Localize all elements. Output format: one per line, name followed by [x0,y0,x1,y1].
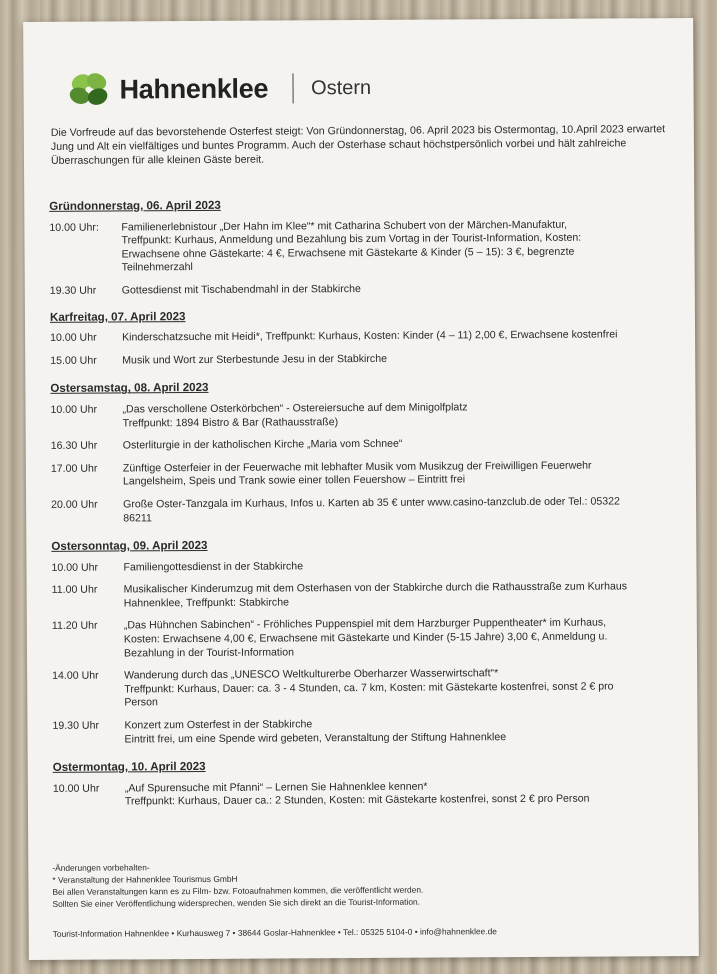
event-time: 16.30 Uhr [50,439,98,453]
event-row [52,716,675,747]
event-row [51,436,674,453]
event-description: Konzert zum Osterfest in der Stabkirche Eintritt frei, um eine Spende wird gebeten, Veranstaltung der Stiftung Hahnenklee [124,718,507,746]
event-description: Osterliturgie in der katholischen Kirche „Maria vom Schnee“ [122,437,403,452]
green-clover-icon [67,72,111,108]
footnote-line: Sollten Sie einer Veröffentlichung widersprechen, wenden Sie sich direkt an die Tourist-Information. [52,896,421,909]
footnote-line: -Änderungen vorbehalten- [52,862,150,873]
event-time: 10.00 Uhr [51,561,99,574]
event-row [50,281,673,298]
footnote-line: Bei allen Veranstaltungen kann es zu Film- bzw. Fotoaufnahmen kommen, die veröffentlicht werden. [52,884,424,897]
event-description: „Auf Spurensuche mit Pfanni“ – Lernen Sie Hahnenklee kennen* Treffpunkt: Kurhaus, Dauer ca.: 2 Stunden, Kosten: mit Gästekarte kostenfrei, sonst 2 € pro Person [124,780,590,808]
event-time: 10.00 Uhr [52,782,100,795]
day-section [50,307,673,369]
day-section [53,757,676,810]
event-description: Musikalischer Kinderumzug mit dem Osterhasen von der Stabkirche durch die Rathausstraße zum Kurhaus Hahnenklee, Treffpunkt: Stabkirche [123,580,628,610]
event-time: 14.00 Uhr [52,669,99,683]
event-row [50,328,673,345]
event-row [52,617,675,662]
event-time: 19.30 Uhr [52,719,100,732]
day-section [49,196,673,298]
event-description: Familiengottesdienst in der Stabkirche [123,560,304,574]
event-description: Familienerlebnistour „Der Hahn im Klee“* mit Catharina Schubert von der Märchen-Manufaktur, Treffpunkt: Kurhaus, Anmeldung und Bezahlung bis zum Vortag in der Tourist-Information, Kosten: Erwachsene ohne Gästekarte: 4 €, Erwachsene mit Gästekarte & Kinder (5 – 15): 3 €, begrenzte Teilnehmerzahl [121,218,582,274]
flyer-paper [23,18,699,960]
footnote-line: * Veranstaltung der Hahnenklee Tourismus GmbH [52,873,238,885]
header [67,70,371,108]
day-heading: Ostermontag, 10. April 2023 [52,760,206,775]
event-row [52,580,675,611]
event-time: 11.00 Uhr [51,583,98,597]
event-time: 10.00 Uhr: [49,221,99,234]
event-time: 11.20 Uhr [51,620,98,633]
brand-name: Hahnenklee [119,73,269,104]
event-time: 10.00 Uhr [50,403,98,416]
day-section [50,378,674,526]
event-row [53,779,676,810]
event-row [52,666,675,711]
day-heading: Gründonnerstag, 06. April 2023 [49,198,221,213]
program-list [49,196,676,819]
event-description: Kinderschatzsuche mit Heidi*, Treffpunkt: Kurhaus, Kosten: Kinder (4 – 11) 2,00 €, Erwachsene kostenfrei [122,328,618,344]
contact-line: Tourist-Information Hahnenklee • Kurhausweg 7 • 38644 Goslar-Hahnenklee • Tel.: 05325 5104-0 • info@hahnenklee.de [52,926,497,939]
event-time: 19.30 Uhr [49,284,97,297]
event-row [51,558,674,575]
event-time: 10.00 Uhr [50,331,97,345]
intro-text: Die Vorfreude auf das bevorstehende Osterfest steigt: Von Gründonnerstag, 06. April 2023 bis Ostermontag, 10.April 2023 erwartet Jung und Alt ein vielfältiges und buntes Programm. Auch der Osterhase schaut höchstpersönlich vorbei und hält zahlreiche Überraschungen für alle kleinen Gäste bereit. [50,123,666,167]
event-time: 17.00 Uhr [50,462,98,475]
event-description: „Das Hühnchen Sabinchen“ - Fröhliches Puppenspiel mit dem Harzburger Puppentheater* im Kurhaus, Kosten: Erwachsene 4,00 €, Erwachsene mit Gästekarte und Kinder (5-15 Jahre) 3,00 €, Anmeldung u. Bezahlung in der Tourist-Information [123,616,608,660]
event-description: Wanderung durch das „UNESCO Weltkulturerbe Oberharzer Wasserwirtschaft“* Treffpunkt: Kurhaus, Dauer: ca. 3 - 4 Stunden, ca. 7 km, Kosten: mit Gästekarte kostenfrei, sonst 2 € pro Person [124,667,614,709]
footnotes [52,858,676,910]
event-description: Gottesdienst mit Tischabendmahl in der Stabkirche [121,282,361,297]
page-subtitle: Ostern [311,76,372,99]
event-row [49,218,672,276]
header-divider [292,73,293,103]
event-time: 20.00 Uhr [51,498,98,511]
event-time: 15.00 Uhr [50,354,97,367]
event-row [51,495,674,526]
event-row [50,351,673,368]
day-heading: Ostersamstag, 08. April 2023 [50,381,209,396]
event-description: Große Oster-Tanzgala im Kurhaus, Infos u. Karten ab 35 € unter www.casino-tanzclub.de oder Tel.: 05322 86211 [123,495,620,524]
event-description: Zünftige Osterfeier in der Feuerwache mit lebhafter Musik vom Musikzug der Freiwilligen Feuerwehr Langelsheim, Speis und Trank sowie einer tollen Feuershow – Eintritt frei [122,459,592,488]
day-section [51,536,675,747]
event-row [51,459,674,490]
event-row [50,400,673,431]
event-description: „Das verschollene Osterkörbchen“ - Ostereiersuche auf dem Minigolfplatz Treffpunkt: 1894 Bistro & Bar (Rathausstraße) [122,401,468,429]
event-description: Musik und Wort zur Sterbestunde Jesu in der Stabkirche [122,352,388,367]
day-heading: Ostersonntag, 09. April 2023 [51,539,208,553]
day-heading: Karfreitag, 07. April 2023 [49,309,186,324]
